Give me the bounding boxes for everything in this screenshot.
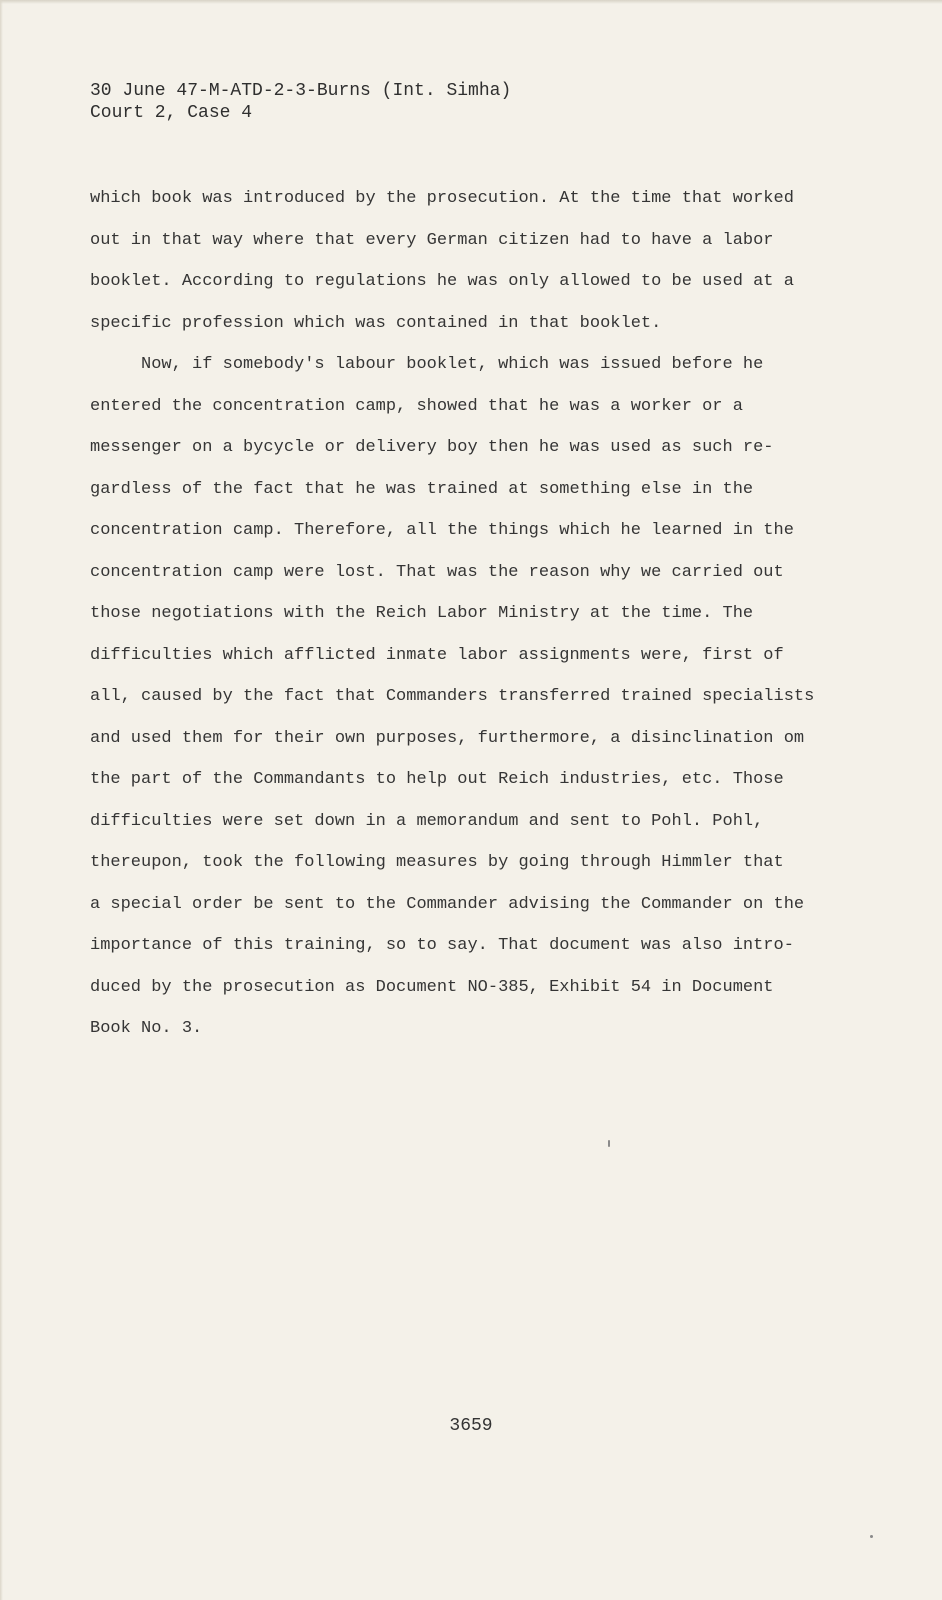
text-line: Now, if somebody's labour booklet, which was issued before he [90, 355, 764, 374]
page-edge-shadow [0, 0, 942, 4]
text-line: all, caused by the fact that Commanders transferred trained specialists [90, 687, 815, 706]
text-line: the part of the Commandants to help out Reich industries, etc. Those [90, 770, 784, 789]
paper-speck [608, 1140, 610, 1147]
transcript-body [90, 178, 820, 1050]
text-line: Book No. 3. [90, 1019, 203, 1038]
text-line: messenger on a bycycle or delivery boy then he was used as such re- [90, 438, 774, 457]
text-line: which book was introduced by the prosecution. At the time that worked [90, 189, 794, 208]
paper-speck [870, 1535, 873, 1538]
text-line: difficulties were set down in a memorandum and sent to Pohl. Pohl, [90, 811, 764, 831]
header-case-line: Court 2, Case 4 [90, 103, 253, 123]
text-line: difficulties which afflicted inmate labor assignments were, first of [90, 645, 784, 665]
text-line: booklet. According to regulations he was only allowed to be used at a [90, 272, 794, 291]
text-line: concentration camp. Therefore, all the things which he learned in the [90, 521, 794, 540]
text-line: concentration camp were lost. That was the reason why we carried out [90, 562, 784, 582]
text-line: importance of this training, so to say. That document was also intro- [90, 936, 794, 955]
text-line: and used them for their own purposes, furthermore, a disinclination om [90, 728, 805, 748]
text-line: specific profession which was contained in that booklet. [90, 313, 662, 333]
text-line: those negotiations with the Reich Labor Ministry at the time. The [90, 604, 754, 623]
text-line: duced by the prosecution as Document NO-385, Exhibit 54 in Document [90, 977, 774, 997]
text-line: a special order be sent to the Commander advising the Commander on the [90, 894, 805, 914]
text-line: entered the concentration camp, showed that he was a worker or a [90, 396, 743, 416]
text-line: out in that way where that every German citizen had to have a labor [90, 230, 774, 250]
text-line: thereupon, took the following measures by going through Himmler that [90, 853, 784, 872]
page-number: 3659 [449, 1416, 493, 1436]
document-header [90, 80, 790, 124]
header-session-line: 30 June 47-M-ATD-2-3-Burns (Int. Simha) [90, 81, 512, 101]
page-edge-shadow [0, 0, 3, 1600]
text-line: gardless of the fact that he was trained at something else in the [90, 479, 754, 499]
